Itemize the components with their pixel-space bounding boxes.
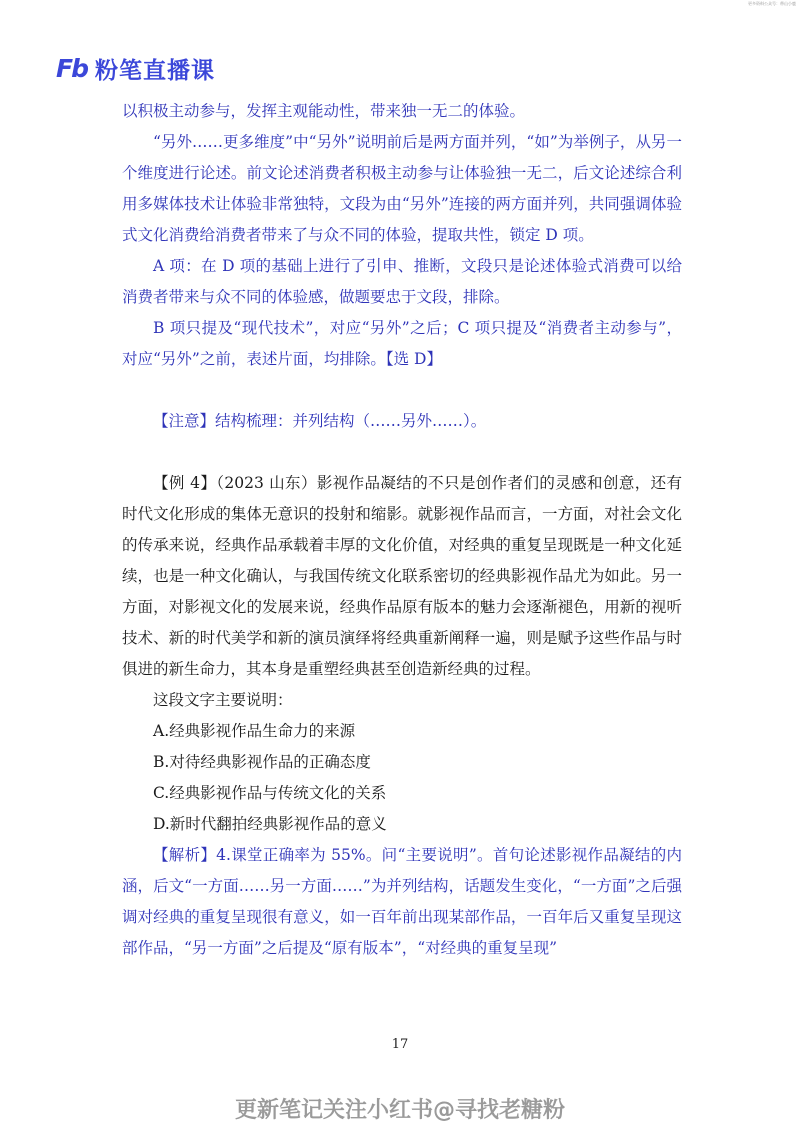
page-content — [122, 96, 682, 964]
question-stem: 这段文字主要说明： — [153, 691, 293, 709]
corner-note: 更多资料公众号：带山小鹿 — [748, 1, 796, 6]
option-b: B.对待经典影视作品的正确态度 — [153, 753, 371, 771]
analysis-paragraph-2: “另外……更多维度”中“另外”说明前后是两方面并列，“如”为举例子，从另一个维度进行论述。前文论述消费者积极主动参与让体验独一无二，后文论述综合利用多媒体技术让体验非常独特，文段为由“另外”连接的两方面并列，共同强调体验式文化消费给消费者带来了与众不同的体验，提取共性，锁定 D 项。 — [122, 133, 682, 244]
brand-header — [56, 52, 215, 85]
analysis-paragraph-4: B 项只提及“现代技术”，对应“另外”之后；C 项只提及“消费者主动参与”，对应“另外”之前，表述片面，均排除。【选 D】 — [122, 319, 682, 368]
footer-watermark: 更新笔记关注小红书@寻找老糖粉 — [234, 1098, 565, 1123]
option-c: C.经典影视作品与传统文化的关系 — [153, 784, 387, 802]
spacer — [122, 437, 682, 468]
option-a: A.经典影视作品生命力的来源 — [153, 722, 356, 740]
spacer — [122, 375, 682, 406]
analysis-paragraph-3: A 项：在 D 项的基础上进行了引申、推断，文段只是论述体验式消费可以给消费者带来与众不同的体验感，做题要忠于文段，排除。 — [122, 257, 682, 306]
analysis-paragraph-1: 以积极主动参与，发挥主观能动性，带来独一无二的体验。 — [122, 102, 526, 120]
brand-name: 粉笔直播课 — [94, 58, 215, 84]
structure-note: 【注意】结构梳理：并列结构（……另外……）。 — [153, 412, 487, 430]
page-number: 17 — [391, 1037, 409, 1052]
fenbi-logo-icon: Fb — [56, 54, 87, 83]
example-analysis: 【解析】4.课堂正确率为 55%。问“主要说明”。首句论述影视作品凝结的内涵，后文“一方面……另一方面……”为并列结构，话题发生变化，“一方面”之后强调对经典的重复呈现很有意义，如一百年前出现某部作品，一百年后又重复呈现这部作品，“另一方面”之后提及“原有版本”，“对经典的重复呈现” — [122, 846, 682, 957]
example-passage: 【例 4】（2023 山东）影视作品凝结的不只是创作者们的灵感和创意，还有时代文化形成的集体无意识的投射和缩影。就影视作品而言，一方面，对社会文化的传承来说，经典作品承载着丰厚的文化价值，对经典的重复呈现既是一种文化延续，也是一种文化确认，与我国传统文化联系密切的经典影视作品尤为如此。另一方面，对影视文化的发展来说，经典作品原有版本的魅力会逐渐褪色，用新的视听技术、新的时代美学和新的演员演绎将经典重新阐释一遍，则是赋予这些作品与时俱进的新生命力，其本身是重塑经典甚至创造新经典的过程。 — [122, 474, 682, 678]
option-d: D.新时代翻拍经典影视作品的意义 — [153, 815, 387, 833]
